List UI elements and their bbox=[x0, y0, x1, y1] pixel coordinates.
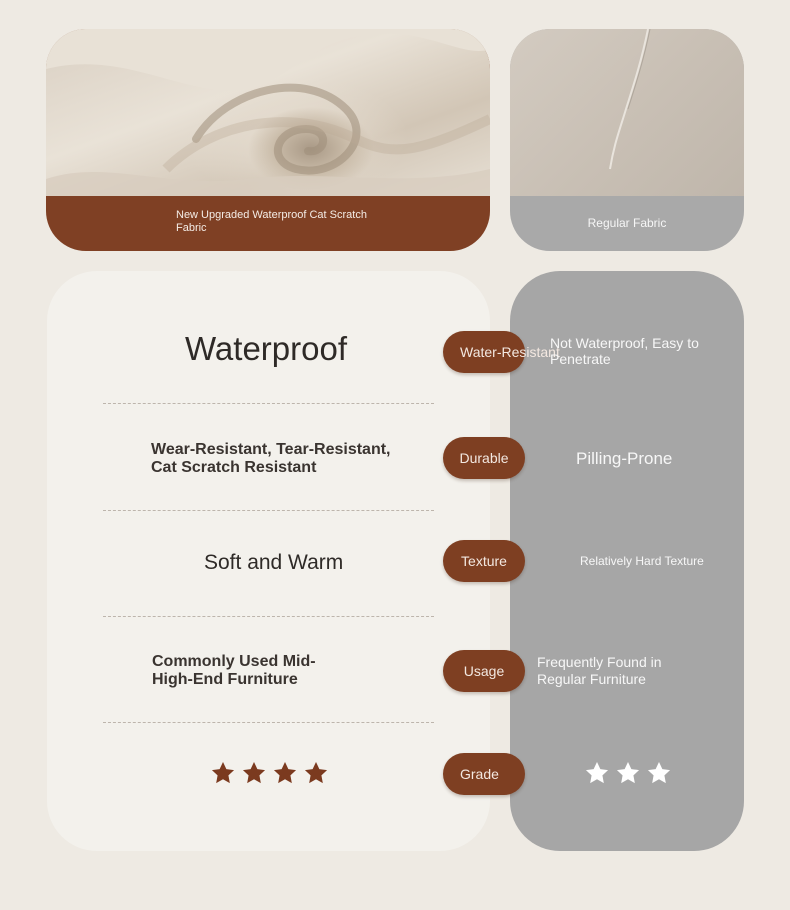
row-divider bbox=[103, 722, 434, 723]
feature-soft-and-warm: Soft and Warm bbox=[204, 551, 344, 574]
feature-waterproof: Waterproof bbox=[185, 330, 348, 367]
new-fabric-label: New Upgraded Waterproof Cat Scratch Fabric bbox=[176, 209, 367, 234]
row-divider bbox=[103, 616, 434, 617]
star-icon bbox=[615, 760, 641, 786]
row-divider bbox=[103, 403, 434, 404]
category-pill-usage: Usage bbox=[443, 650, 525, 692]
star-icon bbox=[241, 760, 267, 786]
category-pill-grade: Grade bbox=[443, 753, 525, 795]
category-pill-water-resistant: Water-Resistant bbox=[443, 331, 525, 373]
regular-fabric-label: Regular Fabric bbox=[587, 216, 667, 230]
regular-durability: Pilling-Prone bbox=[576, 449, 673, 468]
star-icon bbox=[646, 760, 672, 786]
new-fabric-rating bbox=[210, 760, 329, 786]
row-divider bbox=[103, 510, 434, 511]
regular-fabric-photo bbox=[510, 29, 744, 196]
regular-water-resistance: Not Waterproof, Easy to Penetrate bbox=[550, 335, 699, 367]
new-fabric-card bbox=[46, 29, 490, 251]
feature-wear-resistant: Wear-Resistant, Tear-Resistant, Cat Scratch Resistant bbox=[151, 441, 391, 476]
regular-usage: Frequently Found in Regular Furniture bbox=[537, 654, 662, 687]
regular-fabric-card bbox=[510, 29, 744, 251]
star-icon bbox=[272, 760, 298, 786]
feature-usage: Commonly Used Mid-High-End Furniture bbox=[152, 653, 316, 688]
star-icon bbox=[303, 760, 329, 786]
star-icon bbox=[210, 760, 236, 786]
category-pill-durable: Durable bbox=[443, 437, 525, 479]
category-pill-texture: Texture bbox=[443, 540, 525, 582]
new-fabric-photo bbox=[46, 29, 490, 196]
regular-fabric-rating bbox=[584, 760, 672, 786]
star-icon bbox=[584, 760, 610, 786]
regular-texture: Relatively Hard Texture bbox=[580, 554, 704, 568]
